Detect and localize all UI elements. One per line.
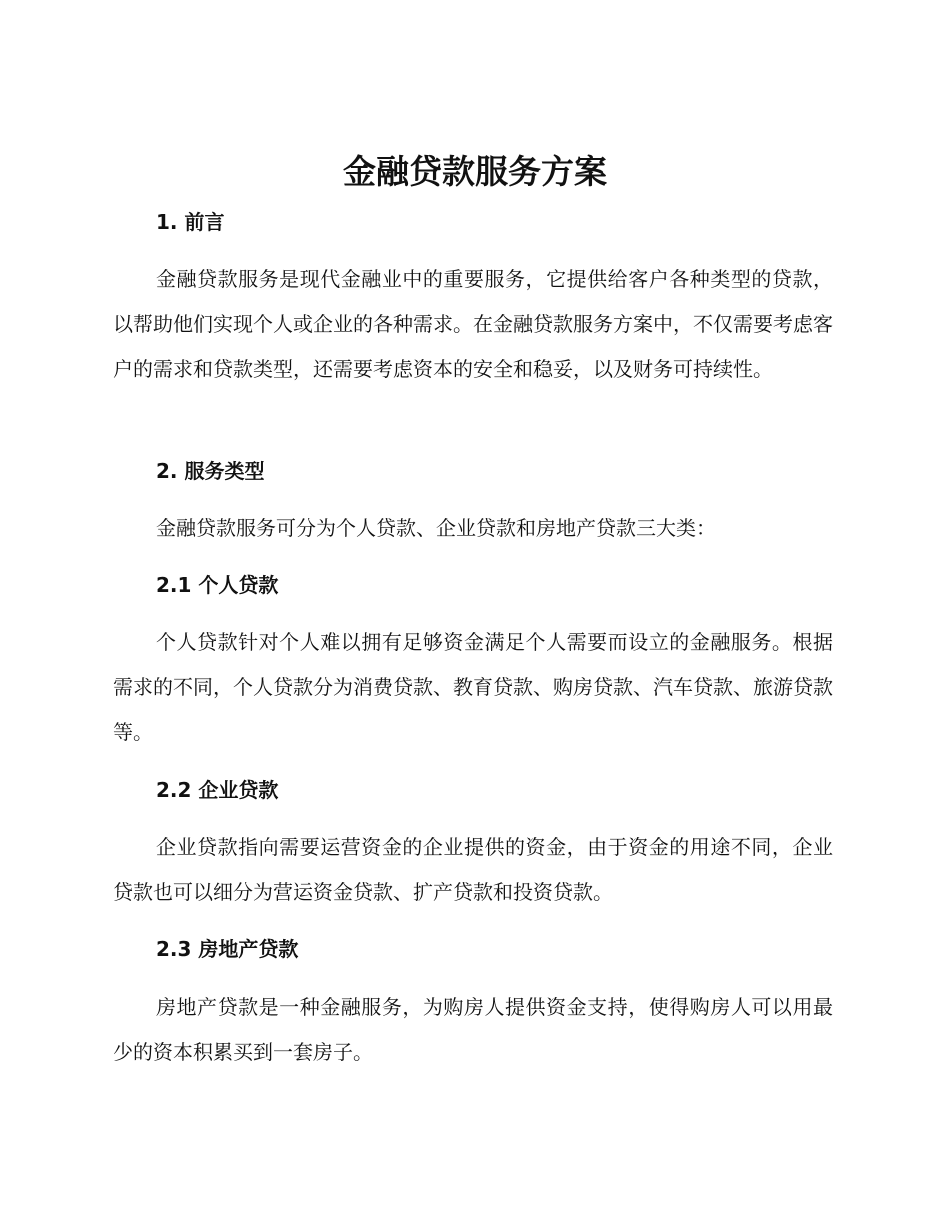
section-heading-preface: 1. 前言: [156, 210, 225, 234]
section-body-real-estate-loans: 房地产贷款是一种金融服务，为购房人提供资金支持，使得购房人可以用最少的资本积累买到一套房子。: [113, 995, 833, 1064]
section-body-preface: 金融贷款服务是现代金融业中的重要服务，它提供给客户各种类型的贷款，以帮助他们实现个人或企业的各种需求。在金融贷款服务方案中，不仅需要考虑客户的需求和贷款类型，还需要考虑资本的安全和稳妥，以及财务可持续性。: [113, 267, 833, 381]
section-body-business-loans: 企业贷款指向需要运营资金的企业提供的资金，由于资金的用途不同，企业贷款也可以细分为营运资金贷款、扩产贷款和投资贷款。: [113, 835, 833, 904]
section-heading-business-loans: 2.2 企业贷款: [156, 778, 279, 802]
section-body-service-types: 金融贷款服务可分为个人贷款、企业贷款和房地产贷款三大类：: [156, 516, 716, 540]
section-heading-personal-loans: 2.1 个人贷款: [156, 573, 279, 597]
page-title: 金融贷款服务方案: [343, 152, 607, 191]
section-heading-real-estate-loans: 2.3 房地产贷款: [156, 937, 299, 961]
section-heading-service-types: 2. 服务类型: [156, 459, 265, 483]
section-body-personal-loans: 个人贷款针对个人难以拥有足够资金满足个人需要而设立的金融服务。根据需求的不同，个人贷款分为消费贷款、教育贷款、购房贷款、汽车贷款、旅游贷款等。: [113, 630, 833, 744]
